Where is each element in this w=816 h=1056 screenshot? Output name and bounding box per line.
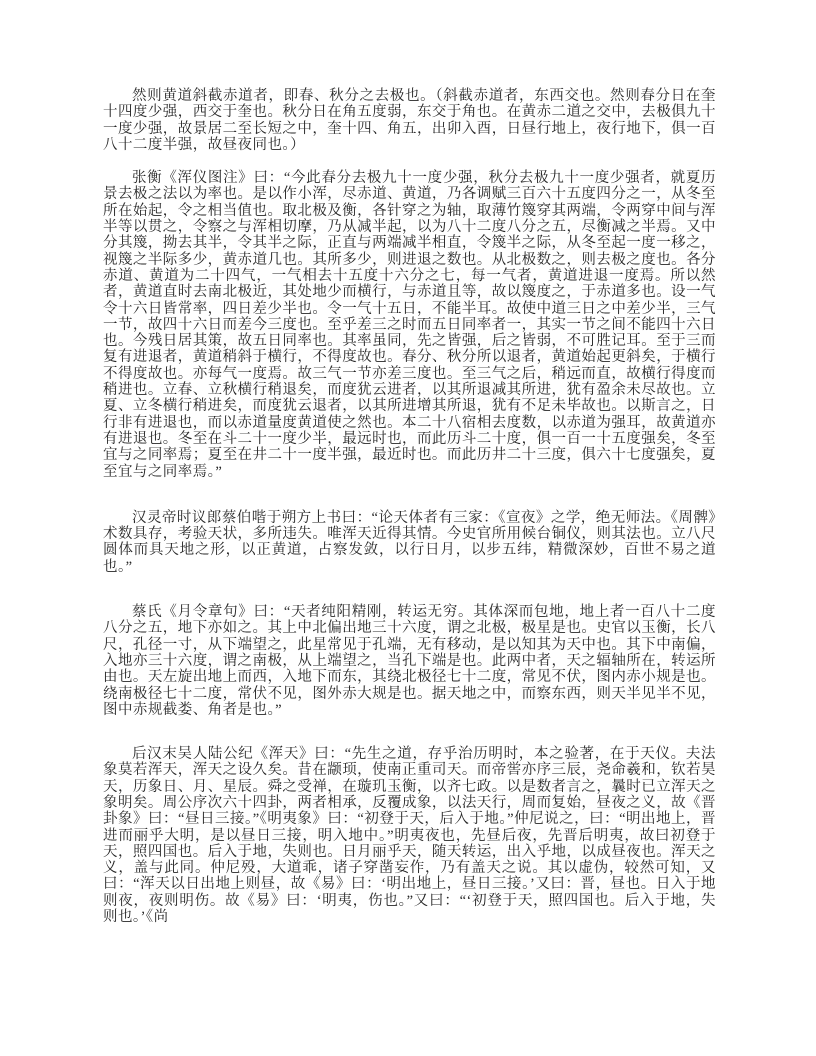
body-paragraph-caibojie-memorial: 汉灵帝时议郎蔡伯喈于朔方上书曰：“论天体者有三家：《宣夜》之学，绝无师法。《周髀》术数具存，考验天状，多所违失。唯浑天近得其情。今史官所用候台铜仪，则其法也。立八尺圆体而具天地之形，以正黄道，占察发敛，以行日月，以步五纬，精微深妙，百世不易之道也。” (103, 509, 716, 575)
text-block (103, 88, 716, 925)
body-paragraph-yueling-zhangju: 蔡氏《月令章句》曰：“天者纯阳精刚，转运无穷。其体深而包地，地上者一百八十二度八分之五，地下亦如之。其上中北偏出地三十六度，谓之北极，极星是也。史官以玉衡，长八尺，孔径一寸，从下端望之，此星常见于孔端，无有移动，是以知其为天中也。其下中南偏，入地亦三十六度，谓之南极，从上端望之，当孔下端是也。此两中者，天之辐轴所在，转运所由也。天左旋出地上而西，入地下而东，其绕北极径七十二度，常见不伏，图内赤小规是也。绕南极径七十二度，常伏不见，图外赤大规是也。据天地之中，而察东西，则天半见半不见，图中赤规截娄、角者是也。” (103, 604, 716, 718)
body-paragraph-huangdao-note: 然则黄道斜截赤道者，即春、秋分之去极也。（斜截赤道者，东西交也。然则春分日在奎十四度少强，西交于奎也。秋分日在角五度弱，东交于角也。在黄赤二道之交中，去极俱九十一度少强，故景居二至长短之中，奎十四、角五，出卯入酉，日昼行地上，夜行地下，俱一百八十二度半强，故昼夜同也。） (103, 88, 716, 153)
body-paragraph-lugongji-huntian: 后汉末吴人陆公纪《浑天》曰：“先生之道，存乎治历明时，本之验著，在于天仪。夫法象莫若浑天，浑天之设久矣。昔在颛顼，使南正重司天。而帝喾亦序三辰，尧命羲和，钦若昊天，历象日、月、星辰。舜之受禅，在璇玑玉衡，以齐七政。以是数者言之，曩时已立浑天之象明矣。周公序次六十四卦，两者相承，反覆成象，以法天行，周而复始，昼夜之义，故《晋卦象》曰：“昼日三接。”《明夷象》曰：“初登于天，后入于地。”仲尼说之，曰：“明出地上，晋进而丽乎大明，是以昼日三接，明入地中。”明夷夜也，先昼后夜，先晋后明夷，故曰初登于天，照四国也。后入于地，失则也。日月丽乎天，随天转运，出入乎地，以成昼夜也。浑天之义，盖与此同。仲尼殁，大道乖，诸子穿凿妄作，乃有盖天之说。其以虚伪，较然可知，又曰：“浑天以日出地上则昼，故《易》曰：‘明出地上，昼日三接。’又曰：晋，昼也。日入于地则夜，夜则明伤。故《易》曰：‘明夷，伤也。”又曰：“‘初登于天，照四国也。后入于地，失则也。’《尚 (103, 746, 716, 926)
body-paragraph-zhangheng-hunyi-tuzhu: 张衡《浑仪图注》曰：“今此春分去极九十一度少强，秋分去极九十一度少强者，就夏历景去极之法以为率也。是以作小浑，尽赤道、黄道，乃各调赋三百六十五度四分之一，从冬至所在始起，令之相当值也。取北极及衡，各针穿之为轴，取薄竹篾穿其两端，令两穿中间与浑半等以贯之，令察之与浑相切摩，乃从减半起，以为八十二度八分之五，尽衡减之半焉。又中分其篾，拗去其半，令其半之际，正直与两端减半相直，令篾半之际，从冬至起一度一移之，视篾之半际多少，黄赤道几也。其所多少，则进退之数也。从北极数之，则去极之度也。各分赤道、黄道为二十四气，一气相去十五度十六分之七，每一气者，黄道进退一度焉。所以然者，黄道直时去南北极近，其处地少而横行，与赤道且等，故以篾度之，于赤道多也。设一气令十六日皆常率，四日差少半也。令一气十五日，不能半耳。故使中道三日之中差少半，三气一节，故四十六日而差今三度也。至乎差三之时而五日同率者一，其实一节之间不能四十六日也。今残日居其策，故五日同率也。其率虽同，先之皆强，后之皆弱，不可胜记耳。至于三而复有进退者，黄道稍斜于横行，不得度故也。春分、秋分所以退者，黄道始起更斜矣，于横行不得度故也。亦每气一度焉。故三气一节亦差三度也。至三气之后，稍远而直，故横行得度而稍进也。立春、立秋横行稍退矣，而度犹云进者，以其所退减其所进，犹有盈余未尽故也。立夏、立冬横行稍进矣，而度犹云退者，以其所进增其所退，犹有不足未毕故也。以斯言之，日行非有进退也，而以赤道量度黄道使之然也。本二十八宿相去度数，以赤道为强耳，故黄道亦有进退也。冬至在斗二十一度少半，最远时也，而此历斗二十度，俱一百一十五度强矣，冬至宜与之同率焉；夏至在井二十一度半强，最近时也。而此历井二十三度，俱六十七度强矣，夏至宜与之同率焉。” (103, 170, 716, 480)
